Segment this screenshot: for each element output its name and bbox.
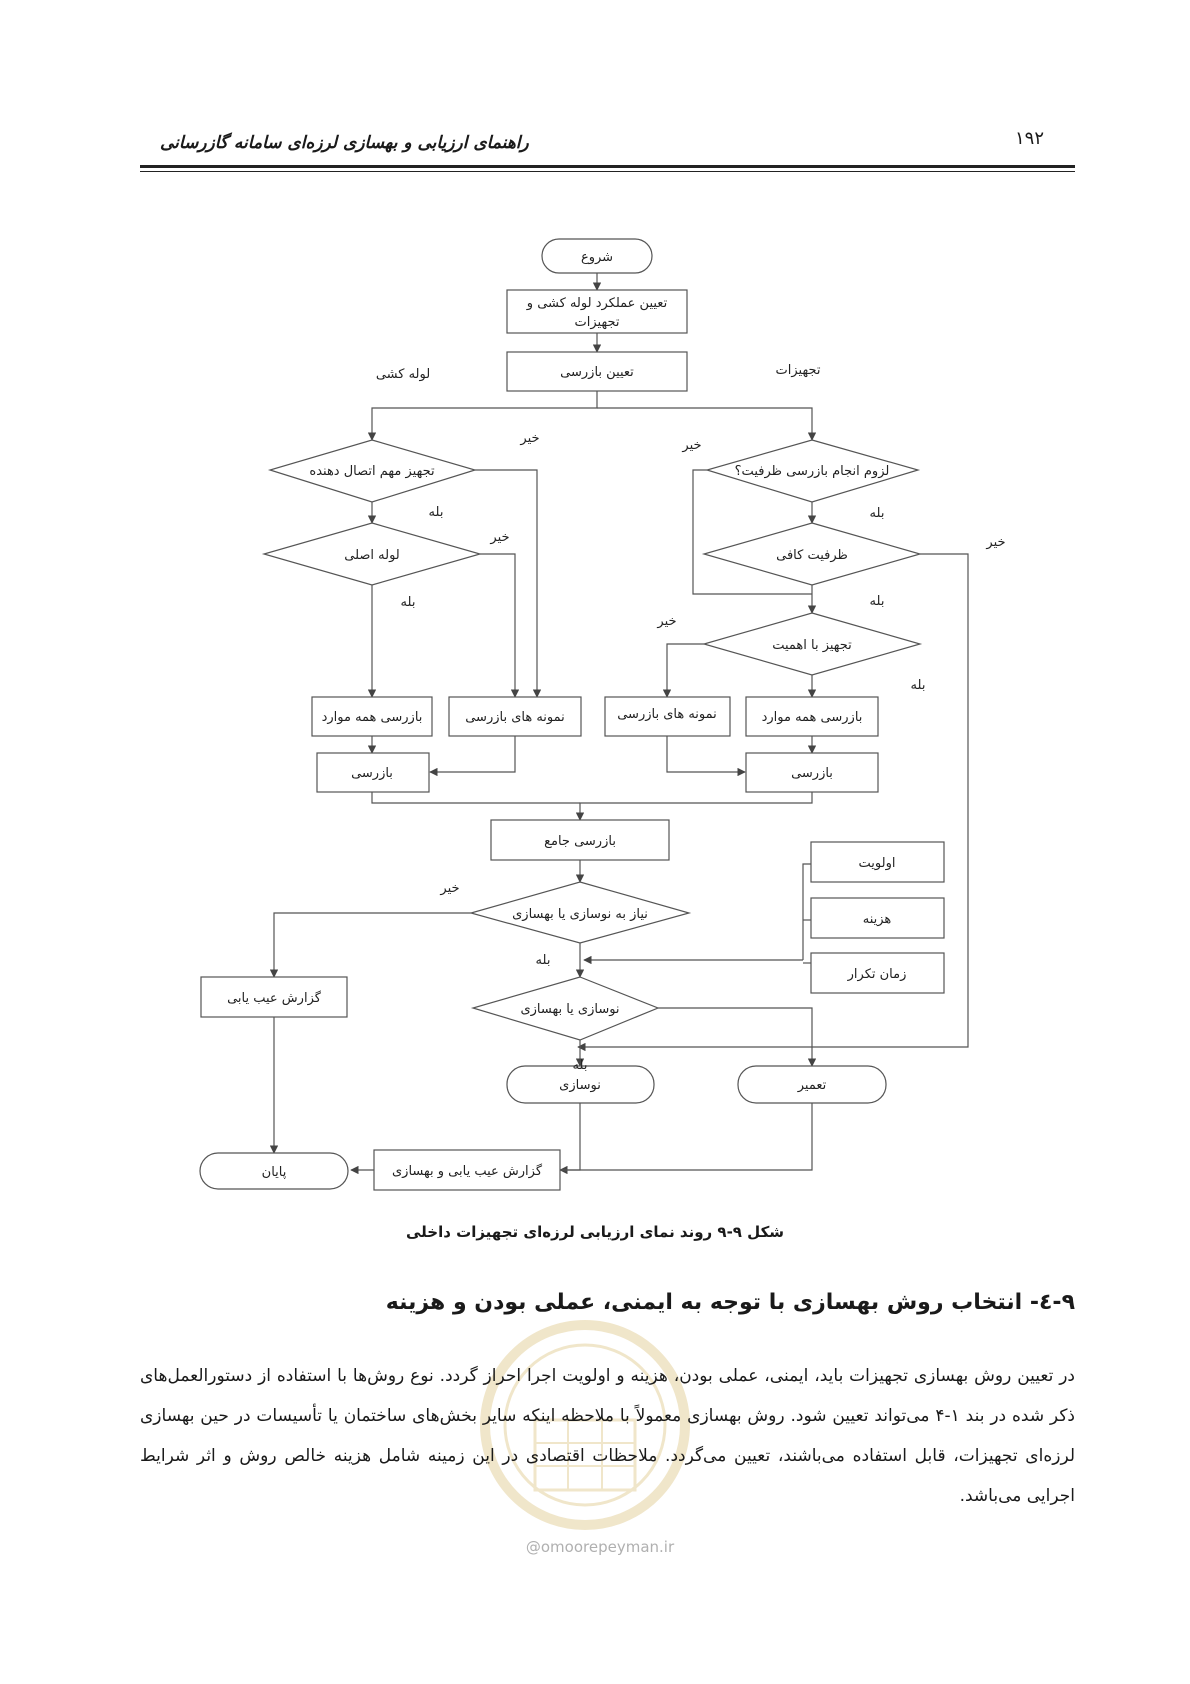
start-label: شروع: [580, 250, 614, 265]
inspect-all-right-label: بازرسی همه موارد: [761, 710, 863, 725]
cost-label: هزینه: [862, 912, 892, 927]
sample-inspection-left-label: نمونه های بازرسی: [465, 710, 565, 725]
yes-label-sufficient-capacity: بله: [869, 594, 885, 609]
important-connector-label: تجهیز مهم اتصال دهنده: [309, 464, 435, 479]
inspection-right-label: بازرسی: [791, 766, 833, 781]
yes-label-connector: بله: [428, 505, 444, 520]
need-renovation-label: نیاز به نوسازی یا بهسازی: [512, 907, 648, 922]
determine-inspection-label: تعیین بازرسی: [560, 365, 634, 380]
determine-function-label-1: تعیین عملکرد لوله کشی و: [526, 296, 668, 311]
yes-label-renovation: بله: [572, 1058, 588, 1073]
inspect-all-left-label: بازرسی همه موارد: [321, 710, 423, 725]
sufficient-capacity-label: ظرفیت کافی: [776, 548, 848, 563]
page-number: ۱۹۲: [1015, 128, 1045, 149]
determine-function-label-2: تجهیزات: [574, 315, 620, 330]
defect-report-label: گزارش عیب یابی: [227, 991, 321, 1006]
inspection-left-label: بازرسی: [351, 766, 393, 781]
renovation-label: نوسازی: [559, 1078, 601, 1093]
yes-label-main-pipe: بله: [400, 595, 416, 610]
section-heading: ۹-٤- انتخاب روش بهسازی با توجه به ایمنی، عملی بودن و هزینه: [385, 1290, 1075, 1315]
priority-label: اولویت: [858, 856, 896, 871]
comprehensive-inspection-label: بازرسی جامع: [544, 834, 616, 849]
main-pipe-label: لوله اصلی: [344, 548, 400, 563]
no-label-need-renovation: خیر: [440, 881, 460, 896]
end-label: پایان: [261, 1165, 287, 1180]
figure-caption: شکل ۹-۹ روند نمای ارزیابی لرزه‌ای تجهیزات داخلی: [405, 1223, 785, 1241]
renovation-or-retrofit-label: نوسازی یا بهسازی: [520, 1002, 620, 1017]
yes-label-important-equipment: بله: [910, 678, 926, 693]
sample-inspection-right-label: نمونه های بازرسی: [617, 707, 717, 722]
section-paragraph: در تعیین روش بهسازی تجهیزات باید، ایمنی، عملی بودن، هزینه و اولویت اجرا احراز گردد. نوع روش‌ها با استفاده از دستورالعمل‌های ذکر شده در بند ۱-۴ می‌تواند تعیین شود. روش بهسازی معمولاً با ملاحظه اینکه سایر بخش‌های ساختمان یا تأسیسات در حین بهسازی لرزه‌ای تجهیزات، قابل استفاده می‌باشند، تعیین می‌گردد. ملاحظات اقتصادی در این زمینه شامل هزینه خالص روش و اثر شرایط اجرایی می‌باشد.: [140, 1366, 1075, 1506]
no-label-piping: خیر: [520, 431, 540, 446]
no-label-sufficient-capacity: خیر: [986, 535, 1006, 550]
repeat-time-label: زمان تکرار: [847, 967, 907, 982]
branch-piping-label: لوله کشی: [375, 367, 431, 382]
watermark-url: @omoorepeyman.ir: [525, 1538, 675, 1556]
important-equipment-label: تجهیز با اهمیت: [772, 638, 852, 653]
capacity-check-label: لزوم انجام بازرسی ظرفیت؟: [734, 464, 890, 479]
yes-label-need-renovation: بله: [535, 953, 551, 968]
defect-retrofit-report-label: گزارش عیب یابی و بهسازی: [391, 1164, 543, 1179]
no-label-main-pipe: خیر: [490, 530, 510, 545]
running-header-title: راهنمای ارزیابی و بهسازی لرزه‌ای سامانه گازرسانی: [160, 133, 529, 153]
no-label-capacity-check: خیر: [682, 438, 702, 453]
no-label-important-equipment: خیر: [657, 614, 677, 629]
repair-label: تعمیر: [797, 1078, 827, 1093]
branch-equipment-label: تجهیزات: [775, 363, 821, 378]
yes-label-capacity-check: بله: [869, 506, 885, 521]
